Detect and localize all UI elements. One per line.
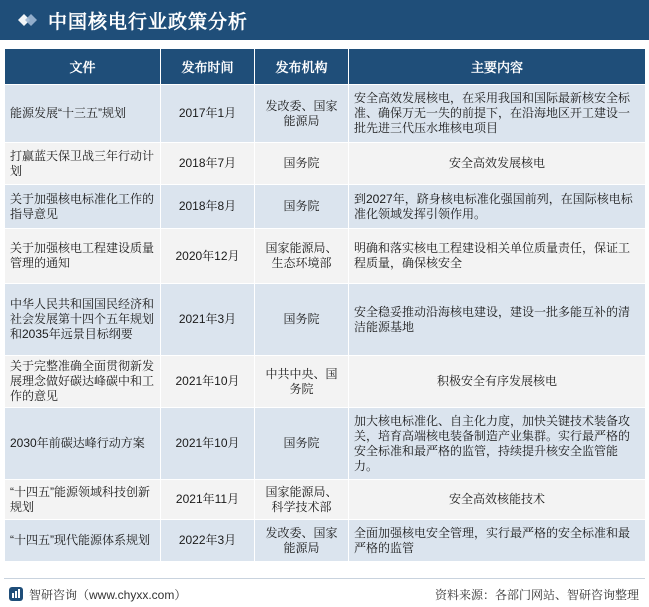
cell-content: 加大核电标准化、自主化力度，加快关键技术装备攻关，培育高端核电装备制造产业集群。实行最严格的安全标准和最严格的监管，持续提升核安全监管能力。 (349, 408, 646, 480)
footer-divider (4, 578, 645, 579)
cell-time: 2021年10月 (161, 356, 255, 408)
table-row (5, 480, 646, 520)
cell-content: 安全高效核能技术 (349, 480, 646, 520)
cell-time: 2020年12月 (161, 229, 255, 284)
column-header-time: 发布时间 (161, 49, 255, 85)
footer-brand (8, 586, 186, 603)
cell-org: 发改委、国家能源局 (255, 520, 349, 562)
table-row (5, 143, 646, 185)
table-row (5, 284, 646, 356)
cell-content: 明确和落实核电工程建设相关单位质量责任，保证工程质量，确保核安全 (349, 229, 646, 284)
cell-doc: 关于完整准确全面贯彻新发展理念做好碳达峰碳中和工作的意见 (5, 356, 161, 408)
cell-time: 2021年3月 (161, 284, 255, 356)
table-row (5, 185, 646, 229)
cell-content: 安全高效发展核电 (349, 143, 646, 185)
cell-time: 2022年3月 (161, 520, 255, 562)
cell-doc: “十四五”能源领域科技创新规划 (5, 480, 161, 520)
cell-org: 中共中央、国务院 (255, 356, 349, 408)
page-title: 中国核电行业政策分析 (48, 11, 249, 33)
policy-table (4, 48, 645, 562)
column-header-org: 发布机构 (255, 49, 349, 85)
cell-doc: 关于加强核电标准化工作的指导意见 (5, 185, 161, 229)
table-header-row (5, 49, 646, 85)
table-row (5, 408, 646, 480)
table-row (5, 229, 646, 284)
cell-doc: 2030年前碳达峰行动方案 (5, 408, 161, 480)
cell-time: 2017年1月 (161, 85, 255, 143)
cell-doc: 打赢蓝天保卫战三年行动计划 (5, 143, 161, 185)
footer (0, 581, 649, 607)
source-note: 资料来源：各部门网站、智研咨询整理 (434, 587, 639, 602)
cell-content: 安全高效发展核电，在采用我国和国际最新核安全标准、确保万无一失的前提下，在沿海地区开工建设一批先进三代压水堆核电项目 (349, 85, 646, 143)
cell-time: 2021年11月 (161, 480, 255, 520)
brand-text: 智研咨询（www.chyxx.com） (29, 587, 187, 602)
cell-org: 国家能源局、科学技术部 (255, 480, 349, 520)
cell-doc: 能源发展“十三五”规划 (5, 85, 161, 143)
column-header-content: 主要内容 (349, 49, 646, 85)
cell-org: 国务院 (255, 143, 349, 185)
title-bar (0, 0, 649, 40)
table-row (5, 520, 646, 562)
cell-doc: “十四五”现代能源体系规划 (5, 520, 161, 562)
table-row (5, 85, 646, 143)
table-row (5, 356, 646, 408)
cell-content: 安全稳妥推动沿海核电建设，建设一批多能互补的清洁能源基地 (349, 284, 646, 356)
brand-logo-icon (8, 586, 24, 602)
column-header-doc: 文件 (5, 49, 161, 85)
cell-content: 积极安全有序发展核电 (349, 356, 646, 408)
cell-org: 国务院 (255, 284, 349, 356)
cell-org: 国务院 (255, 185, 349, 229)
cell-time: 2018年7月 (161, 143, 255, 185)
cell-org: 发改委、国家能源局 (255, 85, 349, 143)
cell-doc: 中华人民共和国国民经济和社会发展第十四个五年规划和2035年远景目标纲要 (5, 284, 161, 356)
diamond-icon (6, 0, 46, 40)
cell-content: 到2027年，跻身核电标准化强国前列，在国际核电标准化领域发挥引领作用。 (349, 185, 646, 229)
cell-doc: 关于加强核电工程建设质量管理的通知 (5, 229, 161, 284)
cell-content: 全面加强核电安全管理，实行最严格的安全标准和最严格的监管 (349, 520, 646, 562)
cell-time: 2021年10月 (161, 408, 255, 480)
cell-org: 国务院 (255, 408, 349, 480)
cell-org: 国家能源局、生态环境部 (255, 229, 349, 284)
cell-time: 2018年8月 (161, 185, 255, 229)
